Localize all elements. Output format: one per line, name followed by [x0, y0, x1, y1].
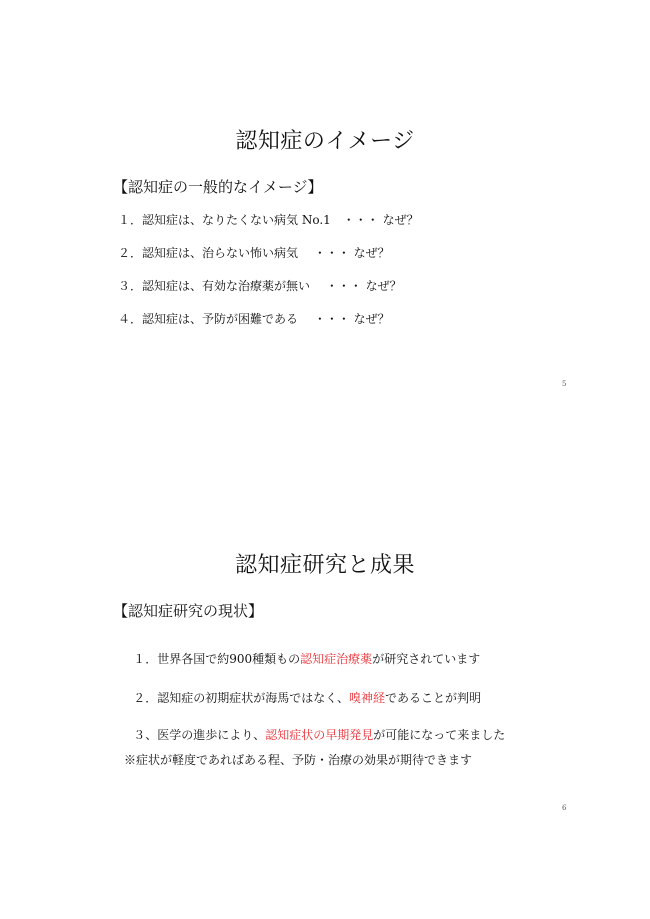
slide-subtitle: 【認知症の一般的なイメージ】: [113, 178, 323, 196]
item-text: が可能になって来ました: [373, 728, 506, 742]
slide-title: 認知症のイメージ: [235, 129, 415, 154]
highlight-text: 認知症治療薬: [300, 652, 373, 666]
item-text: ３、医学の進歩により、: [133, 728, 266, 742]
page-number: 5: [562, 380, 567, 388]
note-text: ※症状が軽度であればある程、予防・治療の効果が期待できます: [124, 753, 473, 767]
list-item: ２．認知症は、治らない怖い病気 ・・・ なぜ？: [118, 246, 390, 260]
list-item: １．認知症は、なりたくない病気 No.1 ・・・ なぜ？: [118, 213, 419, 227]
page-number: 6: [562, 804, 567, 812]
list-item: ４．認知症は、予防が困難である ・・・ なぜ？: [118, 312, 390, 326]
item-text: が研究されています: [372, 652, 481, 666]
item-text: ２．認知症の初期症状が海馬ではなく、: [133, 691, 350, 705]
slide-title: 認知症研究と成果: [234, 553, 415, 578]
highlight-text: 認知症状の早期発見: [265, 728, 374, 742]
slide-6: [0, 460, 650, 919]
item-text: １．世界各国で約900種類もの: [133, 652, 301, 666]
item-text: であることが判明: [385, 691, 482, 705]
highlight-text: 嗅神経: [349, 691, 386, 705]
slide-subtitle: 【認知症研究の現状】: [113, 602, 264, 620]
list-item: ３．認知症は、有効な治療薬が無い ・・・ なぜ？: [118, 279, 402, 293]
